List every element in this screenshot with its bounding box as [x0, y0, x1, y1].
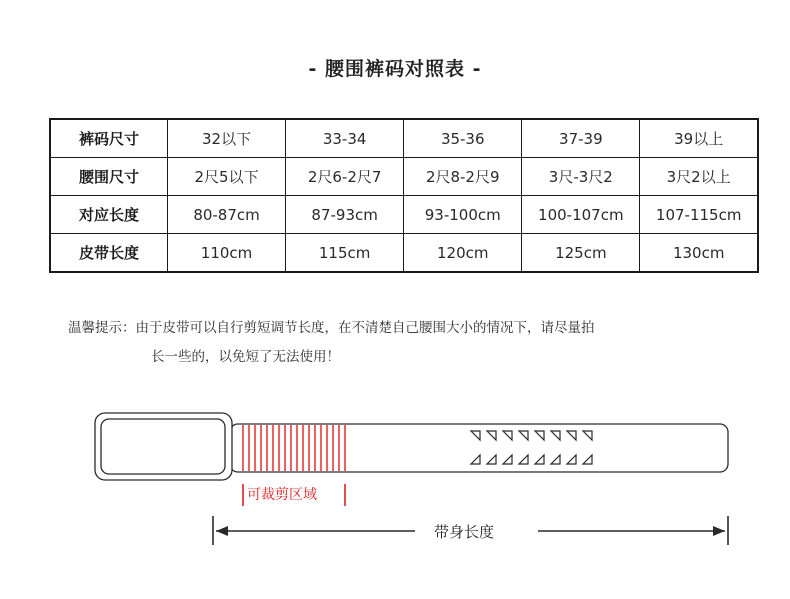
table-cell: 2尺6-2尺7: [286, 158, 404, 196]
tip-line-2: 长一些的，以免短了无法使用！: [151, 349, 340, 365]
table-cell: 2尺5以下: [168, 158, 286, 196]
table-cell: 115cm: [286, 234, 404, 273]
row-header: 裤码尺寸: [50, 119, 168, 158]
belt-buckle-inner: [101, 419, 225, 474]
belt-length-label: 带身长度: [428, 521, 500, 542]
table-cell: 100-107cm: [522, 196, 640, 234]
arrow-left-icon: [216, 526, 228, 536]
table-row: [50, 119, 758, 158]
row-header: 对应长度: [50, 196, 168, 234]
table-cell: 2尺8-2尺9: [404, 158, 522, 196]
belt-diagram: [0, 400, 790, 560]
table-cell: 32以下: [168, 119, 286, 158]
table-cell: 37-39: [522, 119, 640, 158]
table-cell: 107-115cm: [640, 196, 758, 234]
table-row: [50, 234, 758, 273]
cut-region-label: 可裁剪区域: [247, 487, 317, 503]
table-cell: 80-87cm: [168, 196, 286, 234]
table-cell: 39以上: [640, 119, 758, 158]
tip-text: [68, 314, 595, 372]
tip-line-1: 温馨提示：由于皮带可以自行剪短调节长度，在不清楚自己腰围大小的情况下，请尽量拍: [68, 320, 595, 336]
row-header: 腰围尺寸: [50, 158, 168, 196]
table-row: [50, 196, 758, 234]
table-cell: 120cm: [404, 234, 522, 273]
size-chart-table: [49, 118, 759, 273]
table-cell: 87-93cm: [286, 196, 404, 234]
page-title: - 腰围裤码对照表 -: [308, 58, 482, 80]
table-cell: 93-100cm: [404, 196, 522, 234]
table-cell: 3尺-3尺2: [522, 158, 640, 196]
table-cell: 3尺2以上: [640, 158, 758, 196]
table-cell: 130cm: [640, 234, 758, 273]
table-cell: 33-34: [286, 119, 404, 158]
table-cell: 35-36: [404, 119, 522, 158]
table-row: [50, 158, 758, 196]
row-header: 皮带长度: [50, 234, 168, 273]
arrow-right-icon: [713, 526, 725, 536]
table-cell: 125cm: [522, 234, 640, 273]
table-cell: 110cm: [168, 234, 286, 273]
